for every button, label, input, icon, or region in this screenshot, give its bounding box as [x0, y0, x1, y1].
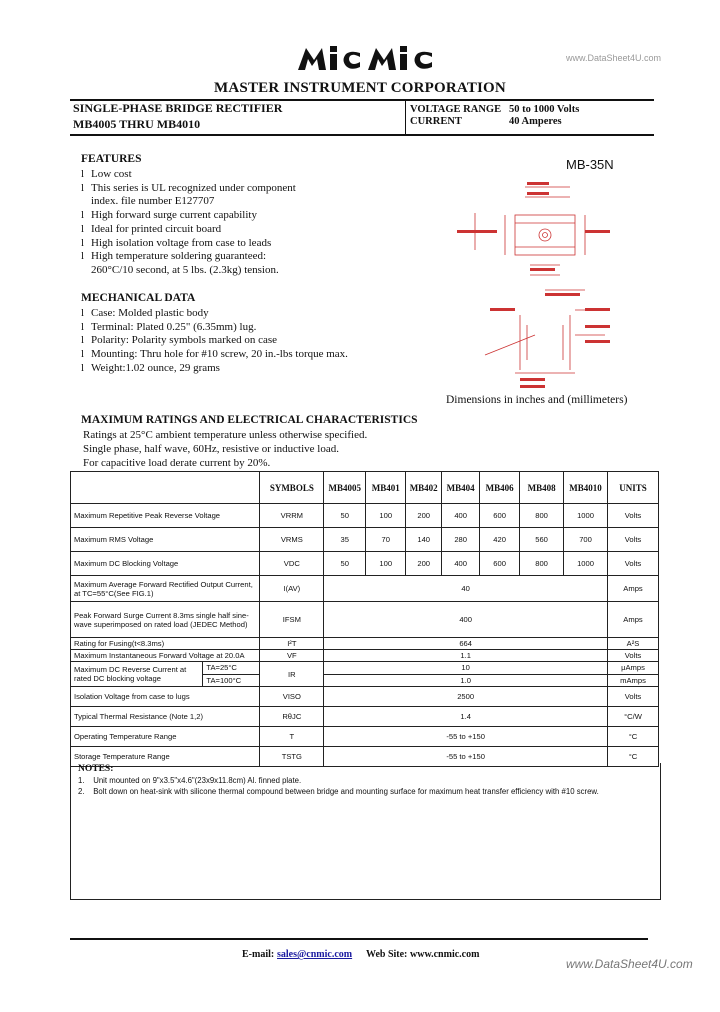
table-row	[71, 687, 659, 707]
param-cell: Maximum RMS Voltage	[71, 528, 260, 552]
note-number: 2.	[78, 787, 85, 796]
package-name: MB-35N	[566, 157, 614, 172]
list-item: l High temperature soldering guaranteed:	[81, 250, 267, 263]
value-cell: 100	[366, 504, 406, 528]
website-label: Web Site:	[366, 949, 408, 960]
table-header: MB408	[520, 472, 564, 504]
param-cell: Maximum Instantaneous Forward Voltage at 20.0A	[71, 650, 260, 662]
value-cell: 1000	[564, 552, 608, 576]
unit-cell: Volts	[608, 687, 659, 707]
value-cell: 200	[406, 504, 442, 528]
ratings-table	[70, 471, 659, 767]
symbol-cell: IFSM	[260, 602, 324, 638]
table-row	[71, 727, 659, 747]
value-cell: 420	[480, 528, 520, 552]
product-range: MB4005 THRU MB4010	[73, 117, 201, 131]
watermark-top: www.DataSheet4U.com	[566, 53, 662, 63]
website-value: www.cnmic.com	[410, 949, 480, 960]
package-outline-drawing	[455, 175, 640, 390]
list-item: l High forward surge current capability	[81, 209, 257, 222]
list-item: l High isolation voltage from case to leads	[81, 236, 272, 249]
list-item: index. file number E127707	[91, 195, 215, 208]
symbol-cell: I(AV)	[260, 576, 324, 602]
value-cell: 664	[324, 638, 608, 650]
param-cell	[71, 662, 260, 687]
symbol-cell: I²T	[260, 638, 324, 650]
ratings-note-2: Single phase, half wave, 60Hz, resistive or inductive load.	[83, 443, 339, 455]
value-cell: 700	[564, 528, 608, 552]
value-cell: 50	[324, 504, 366, 528]
symbol-cell: VRMS	[260, 528, 324, 552]
list-item: l Ideal for printed circuit board	[81, 222, 222, 235]
value-cell: 1000	[564, 504, 608, 528]
value-cell: 40	[324, 576, 608, 602]
table-row	[71, 650, 659, 662]
condition-100c: TA=100°C	[206, 676, 242, 685]
param-cell: Isolation Voltage from case to lugs	[71, 687, 260, 707]
value-cell: 560	[520, 528, 564, 552]
value-cell: 1.4	[324, 707, 608, 727]
footer-rule	[70, 938, 648, 940]
unit-cell: °C	[608, 747, 659, 767]
condition-25c: TA=25°C	[203, 662, 259, 675]
symbol-cell: RθJC	[260, 707, 324, 727]
param-cell: Maximum Repetitive Peak Reverse Voltage	[71, 504, 260, 528]
unit-cell: A²S	[608, 638, 659, 650]
symbol-cell: VISO	[260, 687, 324, 707]
symbol-cell: VF	[260, 650, 324, 662]
table-header: MB406	[480, 472, 520, 504]
condition-cells	[202, 662, 259, 686]
table-header: MB4005	[324, 472, 366, 504]
mechanical-list	[81, 307, 401, 376]
value-cell: 1.1	[324, 650, 608, 662]
company-name: MASTER INSTRUMENT CORPORATION	[214, 80, 506, 96]
unit-cell: μAmps	[608, 662, 659, 675]
value-cell: 35	[324, 528, 366, 552]
email-link-wrap	[277, 949, 352, 960]
table-row	[71, 504, 659, 528]
features-list	[81, 168, 381, 278]
ratings-title: MAXIMUM RATINGS AND ELECTRICAL CHARACTERISTICS	[81, 414, 418, 426]
ratings-note-3: For capacitive load derate current by 20%.	[83, 457, 271, 469]
note-number: 1.	[78, 776, 85, 785]
value-cell: 400	[442, 552, 480, 576]
mic-logo-icon	[296, 44, 436, 72]
value-cell: 400	[442, 504, 480, 528]
value-cell: 70	[366, 528, 406, 552]
list-item: l This series is UL recognized under component	[81, 181, 296, 194]
list-item: 260°C/10 second, at 5 lbs. (2.3kg) tension.	[91, 263, 279, 276]
list-item: l Mounting: Thru hole for #10 screw, 20 in.-lbs torque max.	[81, 348, 348, 361]
voltage-range-label: VOLTAGE RANGE	[410, 104, 502, 115]
email-link[interactable]: sales@cnmic.com	[277, 949, 353, 960]
features-title: FEATURES	[81, 153, 142, 165]
current-value: 40 Amperes	[509, 116, 562, 127]
table-header: MB404	[442, 472, 480, 504]
value-cell: 100	[366, 552, 406, 576]
value-cell: 400	[324, 602, 608, 638]
note-text: Bolt down on heat-sink with silicone thermal compound between bridge and mounting surface for maximum heat transfer efficiency with #10 screw.	[93, 787, 599, 796]
value-cell: -55 to +150	[324, 727, 608, 747]
value-cell: 140	[406, 528, 442, 552]
value-cell: 10	[324, 662, 608, 675]
title-divider	[405, 101, 406, 134]
company-logo	[296, 44, 436, 72]
param-cell: Peak Forward Surge Current 8.3ms single half sine-wave superimposed on rated load (JEDEC Method)	[71, 602, 260, 638]
notes-title: NOTES:	[78, 764, 114, 774]
table-row	[71, 638, 659, 650]
value-cell: 600	[480, 552, 520, 576]
unit-cell: Volts	[608, 552, 659, 576]
param-cell: Typical Thermal Resistance (Note 1,2)	[71, 707, 260, 727]
value-cell: 2500	[324, 687, 608, 707]
dimensions-caption: Dimensions in inches and (millimeters)	[446, 394, 628, 406]
symbol-cell: VDC	[260, 552, 324, 576]
list-item: l Case: Molded plastic body	[81, 307, 209, 319]
voltage-range-value: 50 to 1000 Volts	[509, 104, 580, 115]
table-row	[71, 707, 659, 727]
value-cell: 800	[520, 552, 564, 576]
unit-cell: °C/W	[608, 707, 659, 727]
value-cell: 600	[480, 504, 520, 528]
table-header-parameter	[71, 472, 260, 504]
unit-cell: mAmps	[608, 674, 659, 687]
ratings-note-1: Ratings at 25°C ambient temperature unless otherwise specified.	[83, 429, 368, 441]
value-cell: 50	[324, 552, 366, 576]
note-1	[78, 776, 301, 785]
param-cell: Rating for Fusing(t<8.3ms)	[71, 638, 260, 650]
symbol-cell: VRRM	[260, 504, 324, 528]
list-item: l Weight:1.02 ounce, 29 grams	[81, 361, 220, 374]
table-row	[71, 576, 659, 602]
table-header: SYMBOLS	[260, 472, 324, 504]
table-header: UNITS	[608, 472, 659, 504]
unit-cell: Volts	[608, 650, 659, 662]
symbol-cell: TSTG	[260, 747, 324, 767]
value-cell: 280	[442, 528, 480, 552]
title-bottom-rule	[70, 134, 654, 136]
note-text: Unit mounted on 9"x3.5"x4.6"(23x9x11.8cm) Al. finned plate.	[93, 776, 302, 785]
email-label: E-mail:	[242, 949, 275, 960]
table-row	[71, 552, 659, 576]
param-cell: Maximum DC Blocking Voltage	[71, 552, 260, 576]
symbol-cell: T	[260, 727, 324, 747]
mechanical-title: MECHANICAL DATA	[81, 292, 196, 304]
watermark-bottom: www.DataSheet4U.com	[566, 957, 693, 971]
unit-cell: Volts	[608, 528, 659, 552]
symbol-cell: IR	[260, 662, 324, 687]
param-cell: Storage Temperature Range	[71, 747, 260, 767]
note-2	[78, 787, 653, 796]
table-row	[71, 602, 659, 638]
value-cell: 1.0	[324, 674, 608, 687]
list-item: l Terminal: Plated 0.25" (6.35mm) lug.	[81, 320, 257, 333]
value-cell: 200	[406, 552, 442, 576]
reverse-current-label: Maximum DC Reverse Current at rated DC blocking voltage	[74, 665, 187, 683]
table-row	[71, 528, 659, 552]
value-cell: 800	[520, 504, 564, 528]
param-cell: Operating Temperature Range	[71, 727, 260, 747]
param-cell: Maximum Average Forward Rectified Output Current, at TC=55°C(See FIG.1)	[71, 576, 260, 602]
list-item: l Low cost	[81, 168, 132, 180]
table-header: MB402	[406, 472, 442, 504]
table-header-row	[71, 472, 659, 504]
unit-cell: Volts	[608, 504, 659, 528]
table-header: MB401	[366, 472, 406, 504]
product-title: SINGLE-PHASE BRIDGE RECTIFIER	[73, 101, 283, 115]
unit-cell: °C	[608, 727, 659, 747]
list-item: l Polarity: Polarity symbols marked on case	[81, 334, 278, 347]
table-header: MB4010	[564, 472, 608, 504]
unit-cell: Amps	[608, 602, 659, 638]
table-row	[71, 662, 659, 675]
current-label: CURRENT	[410, 116, 462, 127]
value-cell: -55 to +150	[324, 747, 608, 767]
unit-cell: Amps	[608, 576, 659, 602]
